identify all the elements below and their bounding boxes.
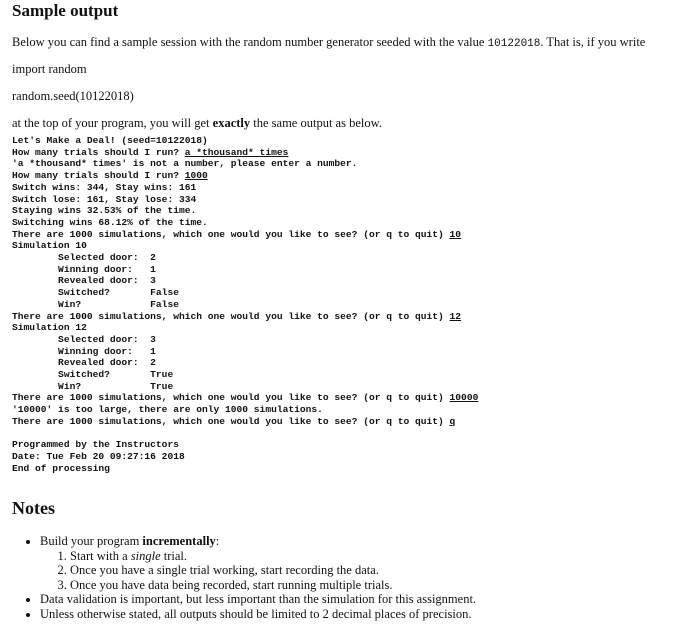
user-input: 12 [449, 310, 462, 322]
terminal-line-text: Winning door: 1 [12, 345, 156, 357]
terminal-line-text: There are 1000 simulations, which one would you like to see? (or q to quit) [12, 392, 450, 404]
sample-output-heading: Sample output [12, 1, 119, 20]
terminal-line-text: There are 1000 simulations, which one would you like to see? (or q to quit) [12, 228, 450, 240]
terminal-line-text: Switch wins: 344, Stay wins: 161 [12, 181, 197, 193]
terminal-line [12, 404, 478, 416]
terminal-line-text: Date: Tue Feb 20 09:27:16 2018 [12, 450, 185, 462]
terminal-line-text: Switched? True [12, 369, 174, 381]
terminal-line-text: Staying wins 32.53% of the time. [12, 205, 197, 217]
terminal-line-text [12, 428, 18, 439]
terminal-line [12, 158, 478, 170]
terminal-line [12, 147, 478, 159]
terminal-line [12, 357, 478, 369]
terminal-line-text: How many trials should I run? [12, 170, 185, 182]
terminal-line [12, 275, 478, 287]
terminal-line-text: Let's Make a Deal! (seed=10122018) [12, 135, 208, 146]
terminal-line-text: 'a *thousand* times' is not a number, please enter a number. [12, 158, 358, 170]
list-item: • Data validation is important, but less important than the simulation for this assignment. [40, 592, 690, 607]
terminal-line-text: Simulation 10 [12, 240, 87, 252]
terminal-line [12, 416, 478, 428]
terminal-line [12, 428, 478, 440]
terminal-line-text: How many trials should I run? [12, 146, 185, 158]
terminal-line [12, 369, 478, 381]
terminal-line-text: Winning door: 1 [12, 263, 156, 275]
terminal-line [12, 205, 478, 217]
terminal-line-text: Win? False [12, 298, 179, 310]
terminal-line-text: Win? True [12, 380, 174, 392]
list-item: • Build your program incrementally: 1. Start with a single trial. 2. Once you have a single trial working, start recording the data. 3. Once you have data being recorded, start running multiple trials. [40, 534, 690, 592]
terminal-line-text: Selected door: 2 [12, 252, 156, 264]
terminal-line [12, 135, 478, 147]
terminal-line [12, 392, 478, 404]
terminal-line [12, 287, 478, 299]
terminal-line [12, 463, 478, 475]
terminal-line [12, 439, 478, 451]
terminal-line-text: There are 1000 simulations, which one would you like to see? (or q to quit) [12, 310, 450, 322]
user-input: 10 [449, 228, 462, 240]
intro-paragraph: Below you can find a sample session with the random number generator seeded with the value 10122018. That is, if you write [12, 35, 646, 50]
terminal-line [12, 299, 478, 311]
terminal-line [12, 229, 478, 241]
terminal-line-text: '10000' is too large, there are only 1000 simulations. [12, 404, 323, 416]
terminal-line [12, 334, 478, 346]
user-input: 1000 [184, 170, 208, 182]
terminal-line [12, 182, 478, 194]
notes-list [12, 534, 690, 622]
terminal-line [12, 170, 478, 182]
terminal-line-text: Revealed door: 2 [12, 357, 156, 369]
terminal-session-output [12, 135, 478, 474]
terminal-line-text: Selected door: 3 [12, 333, 156, 345]
terminal-line-text: Revealed door: 3 [12, 275, 156, 287]
user-input: a *thousand* times [184, 146, 289, 158]
terminal-line [12, 252, 478, 264]
incremental-steps-list [40, 549, 690, 593]
list-item: 3. Once you have data being recorded, start running multiple trials. [70, 578, 690, 593]
list-item: • Unless otherwise stated, all outputs should be limited to 2 decimal places of precision. [40, 607, 690, 622]
notes-heading: Notes [12, 498, 55, 518]
list-item: 1. Start with a single trial. [70, 549, 690, 564]
top-of-program-paragraph: at the top of your program, you will get exactly the same output as below. [12, 116, 382, 130]
terminal-line-text: Switching wins 68.12% of the time. [12, 216, 208, 228]
terminal-line-text: Switched? False [12, 287, 179, 299]
terminal-line-text: Switch lose: 161, Stay lose: 334 [12, 193, 197, 205]
terminal-line-text: There are 1000 simulations, which one would you like to see? (or q to quit) [12, 415, 450, 427]
terminal-line [12, 217, 478, 229]
terminal-line [12, 322, 478, 334]
terminal-line [12, 381, 478, 393]
terminal-line [12, 194, 478, 206]
terminal-line [12, 264, 478, 276]
terminal-line-text: End of processing [12, 462, 110, 474]
code-seed-line: random.seed(10122018) [12, 89, 134, 103]
user-input: 10000 [449, 392, 479, 404]
terminal-line [12, 451, 478, 463]
terminal-line [12, 346, 478, 358]
terminal-line-text: Simulation 12 [12, 322, 87, 334]
user-input: q [449, 415, 456, 427]
list-item: 2. Once you have a single trial working, start recording the data. [70, 563, 690, 578]
code-import-line: import random [12, 62, 87, 76]
terminal-line [12, 240, 478, 252]
terminal-line [12, 311, 478, 323]
terminal-line-text: Programmed by the Instructors [12, 439, 179, 451]
seed-value: 10122018 [487, 38, 541, 50]
